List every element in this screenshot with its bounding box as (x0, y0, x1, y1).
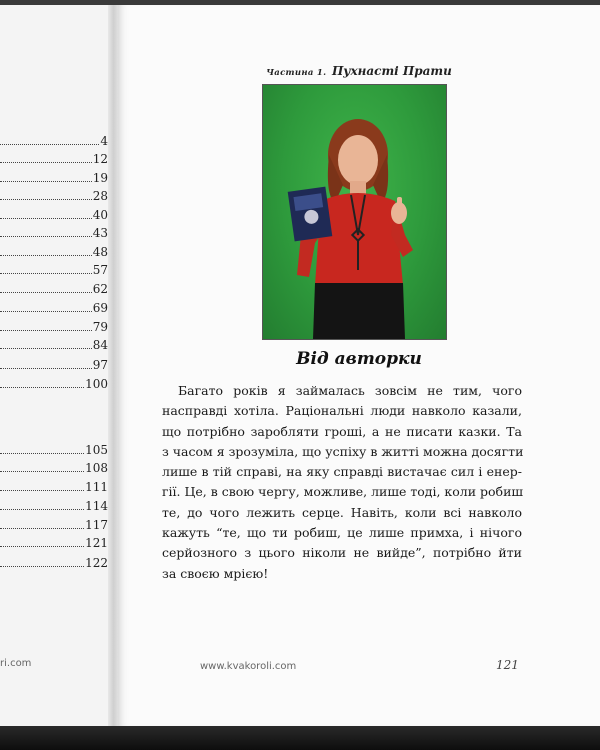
toc-row (0, 459, 108, 477)
body-paragraph (162, 381, 522, 584)
toc-page-number: 122 (85, 556, 108, 570)
running-header-part: Частина 1. (266, 68, 327, 78)
toc-row (0, 243, 108, 261)
toc-row (0, 261, 108, 279)
toc-row (0, 206, 108, 224)
toc-row (0, 299, 108, 317)
author-photo (262, 84, 447, 340)
toc-page-number: 62 (92, 282, 108, 296)
text-line: Багато років я займалась зовсім не тим, чого (178, 383, 522, 398)
toc-page-number: 40 (92, 208, 108, 222)
text-line: насправді хотіла. Раціональні люди навколо казали, (162, 403, 522, 419)
text-line: за своєю мрією! (162, 565, 269, 581)
running-header (118, 60, 600, 79)
toc-page-number: 4 (100, 134, 108, 148)
toc-row (0, 336, 108, 354)
toc-row (0, 187, 108, 205)
text-line: з часом я зрозуміла, що успіху в житті можна досягти (162, 443, 524, 459)
toc-page-number: 121 (85, 536, 108, 550)
text-line: те, до чого лежить серце. Навіть, коли всі навколо (162, 504, 522, 520)
text-line: серйозного з цього ніколи не вийде”, потрібно йти (162, 545, 522, 561)
right-page (118, 5, 600, 726)
toc-page-number: 28 (92, 189, 108, 203)
toc-page-number: 100 (85, 377, 108, 391)
toc-row (0, 554, 108, 572)
toc-row (0, 441, 108, 459)
toc-page-number: 105 (85, 443, 108, 457)
toc-page-number: 69 (92, 301, 108, 315)
toc-row (0, 516, 108, 534)
text-line: що потрібно заробляти гроші, а не писати казки. Та (162, 423, 522, 439)
toc-page-number: 57 (92, 263, 108, 277)
toc-row (0, 169, 108, 187)
toc-row (0, 224, 108, 242)
toc-page-number: 97 (92, 358, 108, 372)
toc-row (0, 478, 108, 496)
toc-page-number: 108 (85, 461, 108, 475)
right-page-footer-url: www.kvakoroli.com (200, 661, 297, 672)
toc-page-number: 114 (85, 499, 108, 513)
toc-page-number: 48 (92, 245, 108, 259)
left-page (0, 5, 112, 726)
text-line: лише в тій справі, на яку справді вистачає сил і енер- (162, 464, 522, 480)
toc-row (0, 132, 108, 150)
window-bottom-edge (0, 726, 600, 750)
text-line: гії. Це, в свою чергу, можливе, лише тоді, коли робиш (162, 484, 524, 500)
running-header-title: Пухнасті Прати (331, 64, 452, 78)
toc-row (0, 534, 108, 552)
toc-row (0, 356, 108, 374)
section-heading: Від авторки (296, 349, 422, 369)
toc-page-number: 111 (85, 480, 108, 494)
toc-page-number: 84 (92, 338, 108, 352)
left-page-footer-url: ri.com (0, 658, 32, 669)
toc-row (0, 280, 108, 298)
toc-row (0, 318, 108, 336)
text-line: кажуть “те, що ти робиш, це лише примха, і нічого (162, 525, 522, 541)
toc-page-number: 43 (92, 226, 108, 240)
toc-row (0, 375, 108, 393)
toc-page-number: 79 (92, 320, 108, 334)
page-number: 121 (496, 658, 519, 672)
toc-page-number: 117 (85, 518, 108, 532)
toc-row (0, 150, 108, 168)
toc-row (0, 497, 108, 515)
toc-page-number: 19 (92, 171, 108, 185)
toc-page-number: 12 (92, 152, 108, 166)
